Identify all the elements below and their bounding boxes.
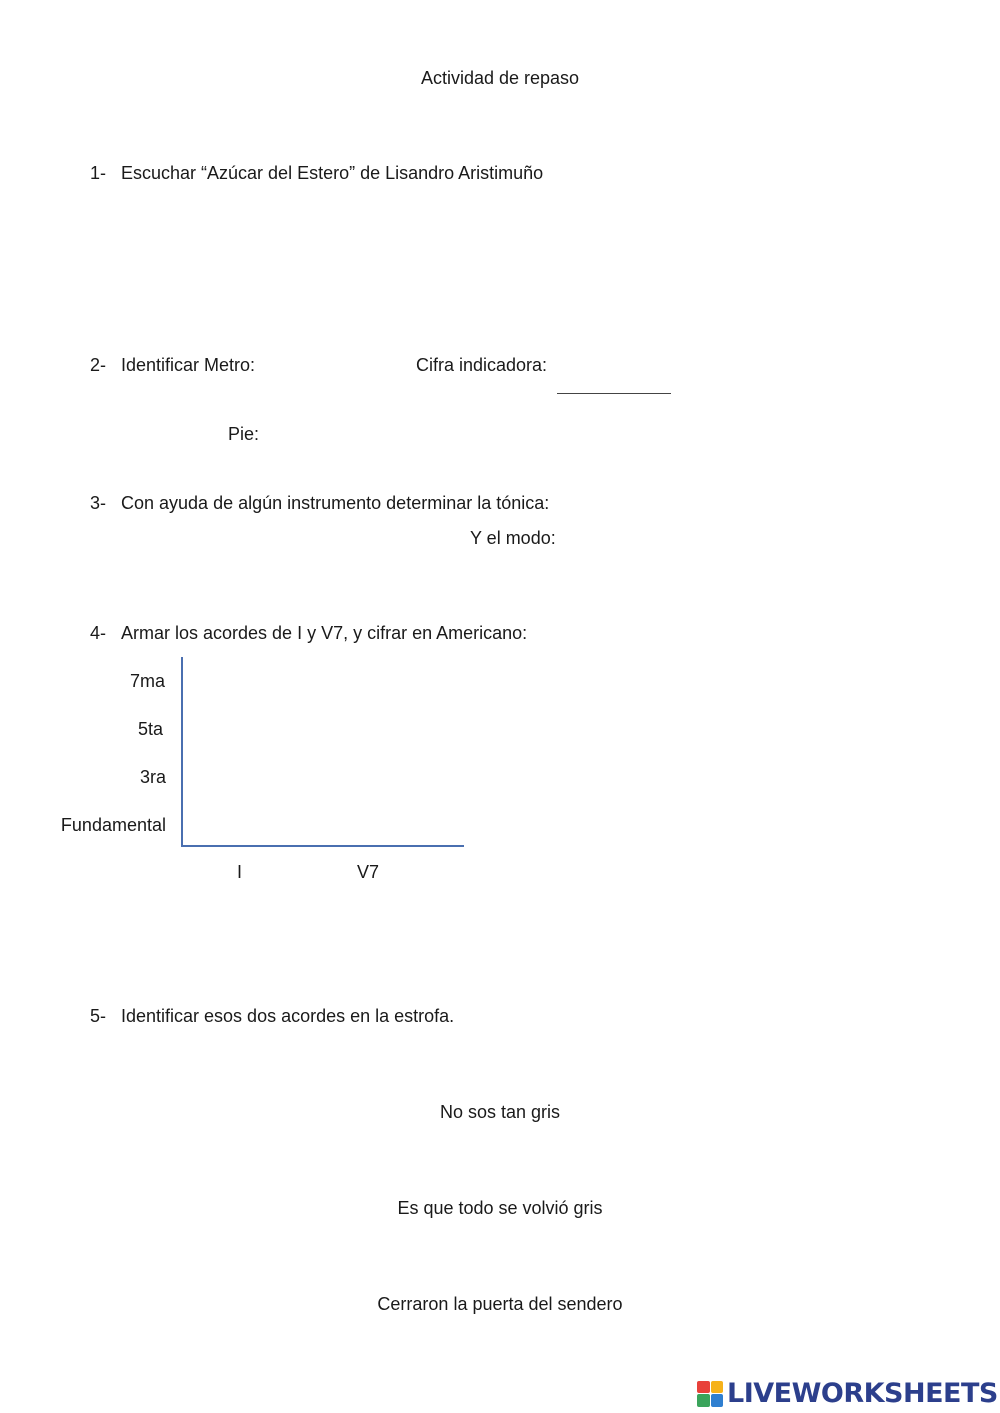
item-5-text: Identificar esos dos acordes en la estrofa. bbox=[121, 1006, 455, 1026]
item-3-number: 3- bbox=[90, 493, 107, 513]
logo-square-red bbox=[697, 1381, 710, 1394]
item-2-number: 2- bbox=[90, 355, 107, 375]
page-title: Actividad de repaso bbox=[420, 68, 580, 88]
liveworksheets-logo bbox=[697, 1378, 998, 1409]
item-1-text: Escuchar “Azúcar del Estero” de Lisandro Aristimuño bbox=[121, 163, 544, 183]
liveworksheets-logo-icon bbox=[697, 1381, 723, 1407]
liveworksheets-logo-text: LIVEWORKSHEETS bbox=[727, 1378, 998, 1409]
item-2-text: Identificar Metro: bbox=[121, 355, 256, 375]
logo-square-blue bbox=[711, 1394, 724, 1407]
item-4-text: Armar los acordes de I y V7, y cifrar en Americano: bbox=[121, 623, 528, 643]
row-label-third: 3ra bbox=[139, 767, 166, 787]
row-label-root: Fundamental bbox=[60, 815, 166, 835]
table-vertical-axis bbox=[181, 657, 183, 847]
column-label-i: I bbox=[237, 862, 243, 882]
foot-label: Pie: bbox=[228, 424, 260, 444]
row-label-fifth: 5ta bbox=[137, 719, 163, 739]
item-3-text: Con ayuda de algún instrumento determinar la tónica: bbox=[121, 493, 550, 513]
table-horizontal-axis bbox=[181, 845, 464, 847]
time-signature-label: Cifra indicadora: bbox=[416, 355, 548, 375]
item-4-number: 4- bbox=[90, 623, 107, 643]
logo-square-yellow bbox=[711, 1381, 724, 1394]
column-label-v7: V7 bbox=[357, 862, 380, 882]
mode-label: Y el modo: bbox=[470, 528, 556, 548]
time-signature-line bbox=[557, 393, 671, 394]
verse-line-1: No sos tan gris bbox=[439, 1102, 561, 1122]
verse-line-3: Cerraron la puerta del sendero bbox=[377, 1294, 623, 1314]
item-1-number: 1- bbox=[90, 163, 107, 183]
row-label-seventh: 7ma bbox=[129, 671, 165, 691]
logo-square-green bbox=[697, 1394, 710, 1407]
verse-line-2: Es que todo se volvió gris bbox=[397, 1198, 603, 1218]
item-5-number: 5- bbox=[90, 1006, 107, 1026]
